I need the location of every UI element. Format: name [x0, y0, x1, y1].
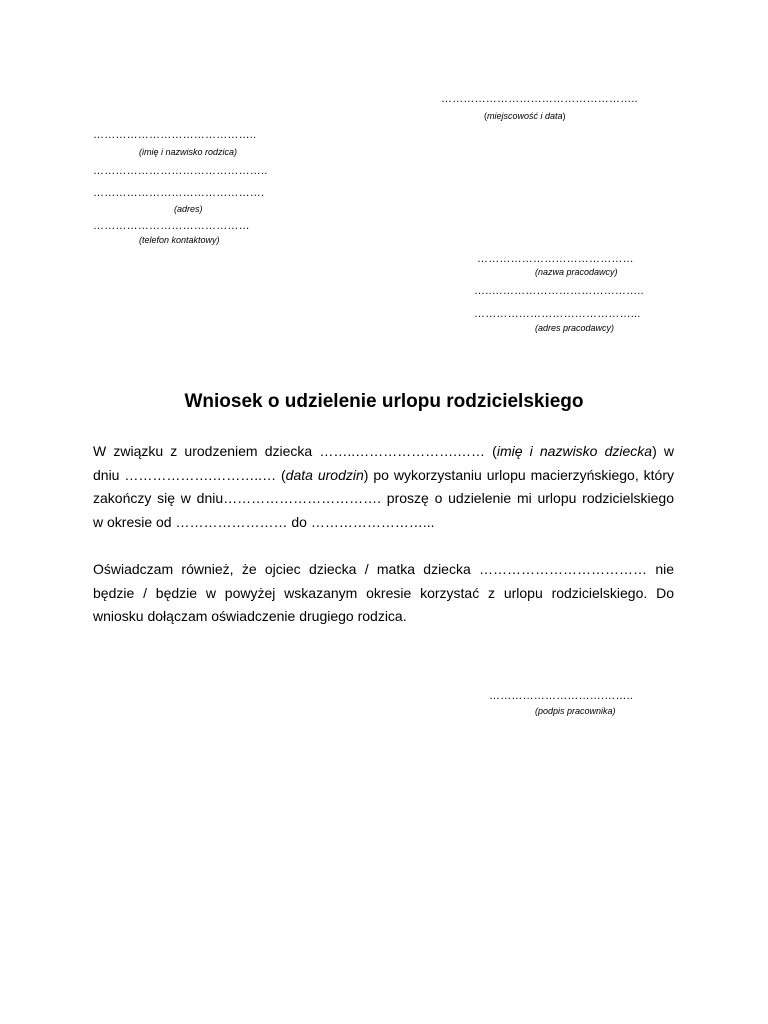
paragraph-request: [93, 440, 674, 534]
place-date-caption: [484, 111, 566, 122]
paragraph-request-line-2: [93, 464, 674, 488]
place-date-paren-close: ): [562, 111, 566, 121]
birth-date-hint: data urodzin: [285, 466, 364, 483]
place-date-paren-open: (: [484, 111, 487, 121]
paragraph-request-line-3: zakończy się w dniu……………………………. proszę o udzielenie mi urlopu rodzicielskiego: [93, 490, 674, 506]
address-caption: (adres): [174, 204, 203, 214]
paragraph-request-line-4: w okresie od …………………… do ……………………...: [93, 513, 435, 530]
employer-address-line2-dots: ……………………………………...: [474, 308, 641, 320]
paragraph-statement-line-3: wniosku dołączam oświadczenie drugiego rodzica.: [93, 608, 407, 624]
address-line2-dots: ……………………………………….: [93, 187, 265, 199]
place-date-label: miejscowość i data: [487, 111, 563, 121]
place-date-dots: ……………………………………………..: [441, 93, 638, 105]
employer-address-line1-dots: …..…………………………………..: [474, 285, 644, 297]
address-line1-dots: ………………………………………..: [93, 165, 268, 177]
phone-dots: ……………………………………: [93, 220, 250, 232]
paragraph-statement: [93, 558, 674, 629]
paragraph-request-line-2-end: ) po wykorzystaniu urlopu macierzyńskiego, który: [363, 466, 674, 483]
paragraph-request-line-1: [93, 440, 674, 464]
phone-caption: (telefon kontaktowy): [139, 235, 220, 245]
child-name-hint: imię i nazwisko dziecka: [496, 443, 653, 459]
signature-dots: ………………………….……..: [489, 690, 634, 702]
document-title: Wniosek o udzielenie urlopu rodzicielskiego: [184, 391, 584, 412]
paragraph-request-line-2-text: dniu ……………….………..… (: [93, 466, 286, 483]
paragraph-request-line-1-end: ) w: [652, 443, 675, 459]
employer-name-caption: (nazwa pracodawcy): [535, 267, 618, 277]
parent-name-dots: ……………………………………..: [93, 129, 257, 141]
paragraph-statement-line-1: Oświadczam również, że ojciec dziecka / matka dziecka ……………………………… nie: [93, 561, 674, 577]
paragraph-request-line-1-text: W związku z urodzeniem dziecka ……..………………….…… (: [93, 443, 497, 459]
paragraph-statement-line-2: będzie / będzie w powyżej wskazanym okresie korzystać z urlopu rodzicielskiego. Do: [93, 584, 674, 601]
signature-caption: (podpis pracownika): [535, 706, 616, 716]
employer-address-caption: (adres pracodawcy): [535, 323, 615, 333]
employer-name-dots: ……………………………………: [477, 253, 634, 265]
parent-name-caption: (imię i nazwisko rodzica): [139, 147, 238, 157]
